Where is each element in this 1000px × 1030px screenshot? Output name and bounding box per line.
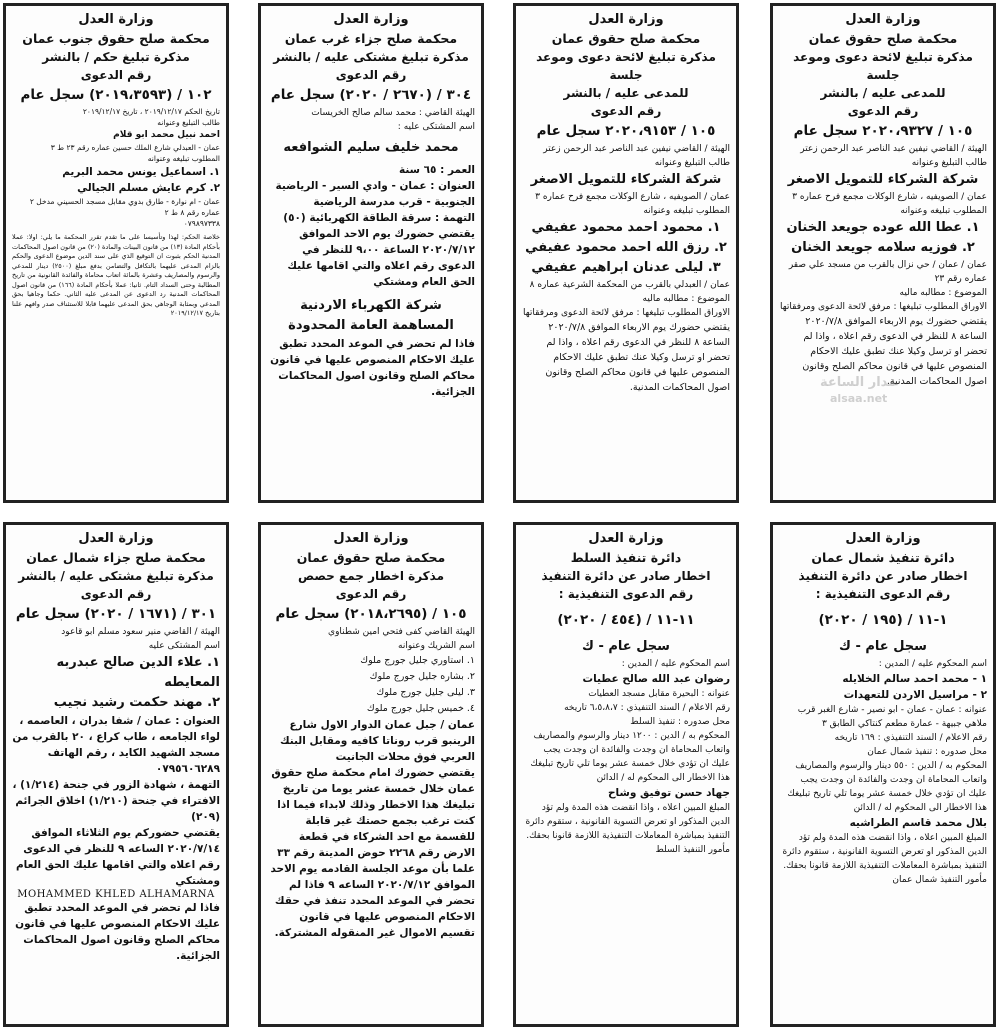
court-name: محكمة صلح حقوق جنوب عمان xyxy=(22,31,210,46)
debtor-name: ٢ - مراسيل الاردن للتعهدات xyxy=(843,689,987,701)
notice-share-collection xyxy=(258,522,484,1027)
notice-execution-1 xyxy=(770,522,996,1027)
judge-line: الهيئة / القاضي نيفين عبد الناصر عبد الرحمن زعتر xyxy=(800,144,987,154)
debtor-label: اسم المحكوم عليه / المدين : xyxy=(878,659,987,669)
defendant-name: ٢. رزق الله احمد محمود عفيفي xyxy=(525,240,727,255)
closing-text: فاذا لم تحضر في الموعد المحدد تطبق عليك الاحكام المنصوص عليها في قانون محاكم الصلح وقانون اصول المحاكمات الجزائية. xyxy=(15,902,220,962)
defendant-name: ٣. ليلى عدنان ابراهيم عفيفي xyxy=(531,260,721,275)
notice-title: اخطار صادر عن دائرة التنفيذ xyxy=(541,569,711,583)
court-name: محكمة صلح حقوق عمان xyxy=(551,31,701,46)
accused-name: ١. علاء الدين صالح عبدربه المعايطه xyxy=(56,655,220,690)
case-number: ١٠٥ / ٢٠٢٠،٩٣٢٧ سجل عام xyxy=(793,123,973,139)
debtor-address: عنوانه : البحيرة مقابل مسجد العطيات xyxy=(588,689,730,699)
accused-age: العمر : ٦٥ سنة xyxy=(398,164,475,176)
notice-title: مذكرة اخطار جمع حصص xyxy=(297,569,445,583)
notice-body: يقتضي حضوركم يوم الثلاثاء الموافق ٢٠٢٠/٧/١٤ الساعه ٩ للنظر في الدعوى رقم اعلاه والتي اقامها عليك الحق العام ومشتكي xyxy=(15,827,220,887)
court-name: محكمة صلح حقوق عمان xyxy=(808,31,958,46)
accused-label: اسم المشتكى عليه xyxy=(148,641,220,651)
accused-address: العنوان : عمان / شفا بدران ، العاصمه ، لواء الجامعه ، طاب كراع ، ٢٠ بالقرب من مسجد الشهيد الكايد ، رقم الهاتف ٠٧٩٥٦٠٦٢٨٩ xyxy=(12,715,220,775)
ministry-title: وزارة العدل xyxy=(588,531,664,546)
notice-body: المحكوم به / الدين : ١٢٠٠ دينار والرسوم والمصاريف واتعاب المحاماة ان وجدت والفائدة ان وجدت يجب عليك ان تؤدي خلال خمسة عشر يوما تلي تاريخ تبليغك هذا الاخطار الى المحكوم له / الدائن xyxy=(530,731,730,783)
judge-line: الهيئة / القاضي منير سعود مسلم ابو قاعود xyxy=(61,627,220,637)
plaintiff-name: شركة الشركاء للتمويل الاصغر xyxy=(530,172,722,187)
defendant-address: عمان - ام نوارة - طارق بدوي مقابل مسجد الحسيني مدخل ٢ عماره رقم ٨ ط ٢ xyxy=(29,197,220,217)
notice-court-summons-1 xyxy=(770,3,996,503)
notice-court-summons-2 xyxy=(513,3,739,503)
case-label: رقم الدعوى xyxy=(335,587,407,601)
plaintiff-address: عمان / الصويفيه ، شارع الوكلات مجمع فرح عماره ٣ xyxy=(792,192,987,202)
closing-text: فاذا لم تحضر في الموعد المحدد تطبق عليك الاحكام المنصوص عليها في قانون محاكم الصلح وقانون اصول المحاكمات الجزائية. xyxy=(270,338,475,398)
case-label: رقم الدعوى xyxy=(80,587,152,601)
complainant-company: شركة الكهرباء الاردنية xyxy=(300,298,442,313)
ministry-title: وزارة العدل xyxy=(845,12,921,27)
case-number: ١-١١ / (١٩٥ / ٢٠٢٠) xyxy=(818,612,948,628)
court-name: دائرة تنفيذ شمال عمان xyxy=(811,550,955,565)
footer-text: المبلغ المبين اعلاه ، واذا انقضت هذه المدة ولم تؤد الدين المذكور او تعرض التسوية القانونية ، ستقوم دائرة التنفيذ بمباشرة المعاملات التنفيذية اللازمة قانونا بحقك. xyxy=(782,833,987,871)
court-name: محكمة صلح حقوق عمان xyxy=(296,550,446,565)
requester-label: طالب التبليغ وعنوانه xyxy=(654,158,730,168)
debtor-label: اسم المحكوم عليه / المدين : xyxy=(621,659,730,669)
notice-judgment xyxy=(3,3,229,503)
accused-address: العنوان : عمان - وادي السير - الرياضية الجنوبية - قرب مدرسة الرياضية xyxy=(275,180,475,208)
notify-label: المطلوب تبليغه وعنوانه xyxy=(643,206,730,216)
creditor-name: جهاد حسن توفيق وشاح xyxy=(607,787,730,799)
watermark-url: alsaa.net xyxy=(830,392,888,405)
reference-line: رقم الاعلام / السند التنفيذي : ١٦٩ تاريخه xyxy=(834,733,987,743)
notice-body: يقتضي حضورك يوم الاربعاء الموافق ٢٠٢٠/٧/٨ الساعة ٨ للنظر في الدعوى رقم اعلاه ، واذا لم تحضر او ترسل وكيلا عنك تطبق عليك الاحكام المنصوص عليها في قانون محاكم الصلح وقانون اصول المحاكمات المدنية. xyxy=(802,316,987,387)
ministry-title: وزارة العدل xyxy=(333,531,409,546)
notice-execution-2 xyxy=(513,522,739,1027)
complainant-name: MOHAMMED KHLED ALHAMARNA xyxy=(17,889,215,900)
defendant-name: ١. محمود احمد محمود عفيفي xyxy=(531,220,721,235)
watermark-arabic: مدار الساعة xyxy=(820,375,897,390)
issuer-line: محل صدوره : تنفيذ السلط xyxy=(630,717,730,727)
notice-criminal-summons-2 xyxy=(3,522,229,1027)
partner-name: ٢. بشاره جليل جورج ملوك xyxy=(369,671,475,682)
papers-line: الاوراق المطلوب تبليغها : مرفق لائحة الدعوى ومرفقاتها xyxy=(523,308,730,318)
ministry-title: وزارة العدل xyxy=(78,531,154,546)
partner-address: عمان / جبل عمان الدوار الاول شارع الرينبو قرب روناتا كافيه ومقابل البنك العربي فوق محلات الجانيت xyxy=(279,719,475,763)
judge-line: الهيئة القاضي : محمد سالم صالح الخريسات xyxy=(311,108,475,118)
accused-label: اسم المشتكى عليه : xyxy=(397,122,475,132)
case-number: ١٠٥ / (٢٠١٨،٢٦٩٥) سجل عام xyxy=(275,606,467,622)
accused-name: محمد خليف سليم الشوافعه xyxy=(283,140,459,155)
defendant-name: ٢. فوزيه سلامه جويعد الخنان xyxy=(791,240,975,255)
case-label: رقم الدعوى xyxy=(590,104,662,118)
notice-body: يقتضي حضورك يوم الاحد الموافق ٢٠٢٠/٧/١٢ الساعة ٩،٠٠ للنظر في الدعوى رقم اعلاه والتي اقامها عليك الحق العام ومشتكي xyxy=(287,228,475,288)
accused-name: ٢. مهند حكمت رشيد نجيب xyxy=(53,695,220,710)
case-label: رقم الدعوى التنفيذية : xyxy=(558,587,694,601)
case-number: ١١-١١ / (٤٥٤ / ٢٠٢٠) xyxy=(557,612,695,628)
defendant-address: عمان / عمان / حي نزال بالقرب من مسجد علي صقر عماره رقم ٢٣ xyxy=(788,260,987,284)
register-type: سجل عام - ك xyxy=(839,639,927,654)
defendant-phone: ٠٧٩٨٩٧٣٣٨ xyxy=(183,219,220,228)
notice-title: اخطار صادر عن دائرة التنفيذ xyxy=(798,569,968,583)
debtor-address: عنوانه : عمان - عمان - ابو نصير - شارع الغبر قرب ملاهي جبيهة - عمارة مطعم كنتاكي الطابق ٣ xyxy=(797,705,987,729)
case-label: رقم الدعوى xyxy=(335,68,407,82)
judgment-summary: خلاصة الحكم: لهذا وتأسيسا على ما تقدم تقرر المحكمة ما يلي: اولا: عملا بأحكام المادة (١٣) من قانون البينات والمادة (٢٠) من قانون اصول المحاكمات المدنية الحكم بثبوت ان التوقيع الذي على سند الدين موضوع الدعوى والحكم بالزام المدعى عليهما بالتكافل والتضامن بدفع مبلغ (٢٥٠٠) دينار للمدعي والرسوم والمصاريف وعشرة بالمائة اتعاب محاماة والفائدة القانونية من تاريخ المطالبة وحتى السداد التام. ثانيا: عملا بأحكام المادة (١٦٦) من قانون اصول المحاكمات المدنية رد الدعوى عن المدعى عليه الثاني. حكما وجاهيا بحق المدعي وبمثابة الوجاهي بحق المدعى عليهما قابلا للاستئناف صدر وافهم علنا بتاريخ ٢٠١٩/١٢/١٧ xyxy=(12,233,220,317)
defendant-name: ١. عطا الله عوده جويعد الخنان xyxy=(786,220,980,235)
partner-name: ١. استاوري جليل جورج ملوك xyxy=(360,655,475,666)
register-type: سجل عام - ك xyxy=(582,639,670,654)
case-label: رقم الدعوى التنفيذية : xyxy=(815,587,951,601)
ministry-title: وزارة العدل xyxy=(78,12,154,27)
case-label: رقم الدعوى xyxy=(80,68,152,82)
ministry-title: وزارة العدل xyxy=(845,531,921,546)
partner-label: اسم الشريك وعنوانه xyxy=(398,641,475,651)
notice-body: المحكوم به / الدين : ٥٥٠ دينار والرسوم والمصاريف واتعاب المحاماة ان وجدت والفائدة ان وجدت يجب عليك ان تؤدي خلال خمسة عشر يوما تلي تاريخ تبليغك هذا الاخطار الى المحكوم له / الدائن xyxy=(787,761,987,813)
defendant-address: عمان / العبدلي بالقرب من المحكمة الشرعية عماره ٨ xyxy=(529,280,730,290)
notify-label: المطلوب تبليغه وعنوانه xyxy=(900,206,987,216)
notice-criminal-summons-1 xyxy=(258,3,484,503)
notice-body: يقتضي حضورك يوم الاربعاء الموافق ٢٠٢٠/٧/٨ الساعة ٨ للنظر في الدعوى رقم اعلاه ، واذا لم تحضر او ترسل وكيلا عنك تطبق عليك الاحكام المنصوص عليها في قانون محاكم الصلح وقانون اصول المحاكمات المدنية. xyxy=(545,322,730,393)
court-name: محكمة صلح جزاء غرب عمان xyxy=(284,31,458,46)
judge-line: الهيئة القاضي كفى فتحي امين شطناوي xyxy=(328,627,475,637)
notice-body: يقتضي حضورك امام محكمة صلح حقوق عمان خلال خمسة عشر يوما من تاريخ تبليغك هذا الاخطار وذلك لابداء فيما اذا كنت ترغب بجمع حصتك غير قابلة للقسمة مع احد الشركاء في قطعة الارض رقم ٢٢٦٨ حوض المدينة رقم ٣٣ علما بأن موعد الجلسة القادمه يوم الاحد الموافق ٢٠٢٠/٧/١٢ الساعه ٩ فاذا لم تحضر في الموعد المحدد تنفذ في حقك الاحكام المنصوص عليها في قانون تقسيم الاموال غير المنقوله المشتركة. xyxy=(270,767,475,939)
requester-label: طالب التبليغ وعنوانه xyxy=(157,118,220,127)
officer-signature: مأمور التنفيذ السلط xyxy=(655,845,730,855)
defendant-name: ١. اسماعيل يونس محمد البريم xyxy=(62,166,220,178)
notice-title: مذكرة تبليغ مشتكى عليه / بالنشر xyxy=(18,569,214,583)
judge-line: الهيئة / القاضي نيفين عبد الناصر عبد الرحمن زعتر xyxy=(543,144,730,154)
charge-line: التهمة ، شهادة الزور في جنحة (١/٢١٤) ، الافتراء في جنحة (١/٢١٠) اخلاق الجرائم (٢٠٩) xyxy=(12,779,220,823)
complainant-company-type: المساهمة العامة المحدودة xyxy=(288,318,454,333)
court-name: محكمة صلح جزاء شمال عمان xyxy=(26,550,206,565)
case-number: ١٠٥ / ٢٠٢٠،٩١٥٣ سجل عام xyxy=(536,123,716,139)
partner-name: ٤. خميس جليل جورج ملوك xyxy=(366,703,475,714)
case-number: ٣٠١ / (١٦٧١ / ٢٠٢٠) سجل عام xyxy=(15,606,217,622)
debtor-name: ١ - محمد احمد سالم الخلايله xyxy=(842,673,987,685)
case-number: ١٠٢ / (٢٠١٩،٣٥٩٣) سجل عام xyxy=(20,87,212,103)
defendant-name: ٢. كرم عايش مسلم الجيالي xyxy=(77,182,220,194)
subject-line: الموضوع : مطالبه ماليه xyxy=(899,288,987,298)
plaintiff-name: شركة الشركاء للتمويل الاصغر xyxy=(787,172,979,187)
case-number: ٣٠٤ / (٢٦٧٠ / ٢٠٢٠) سجل عام xyxy=(270,87,472,103)
judgment-date: تاريخ الحكم ٢٠١٩/١٢/١٧ ، تاريخ ٢٠١٩/١٢/١٧ xyxy=(82,107,220,116)
plaintiff-address: عمان - العبدلي شارع الملك حسين عماره رقم ٢٣ ط ٣ xyxy=(50,143,220,152)
court-name: دائرة تنفيذ السلط xyxy=(570,550,682,565)
ministry-title: وزارة العدل xyxy=(333,12,409,27)
papers-line: الاوراق المطلوب تبليغها : مرفق لائحة الدعوى ومرفقاتها xyxy=(780,302,987,312)
creditor-name: بلال محمد قاسم الطراشيه xyxy=(849,817,987,829)
issuer-line: محل صدوره : تنفيذ شمال عمان xyxy=(867,747,987,757)
notice-title: مذكرة تبليغ مشتكى عليه / بالنشر xyxy=(273,50,469,64)
case-label: رقم الدعوى xyxy=(847,104,919,118)
ministry-title: وزارة العدل xyxy=(588,12,664,27)
officer-signature: مأمور التنفيذ شمال عمان xyxy=(892,875,987,885)
notice-title: مذكرة تبليغ لائحة دعوى وموعد جلسة xyxy=(536,50,716,82)
notice-title: مذكرة تبليغ حكم / بالنشر xyxy=(42,50,190,64)
plaintiff-name: احمد نبيل محمد ابو قلام xyxy=(113,130,220,140)
charge-line: التهمة : سرقة الطاقة الكهربائية (٥٠) xyxy=(283,212,475,224)
notice-subtitle: للمدعى عليه / بالنشر xyxy=(820,86,946,100)
subject-line: الموضوع : مطالبه ماليه xyxy=(642,294,730,304)
notify-label: المطلوب تبليغه وعنوانه xyxy=(147,154,220,163)
partner-name: ٣. ليلى جليل جورج ملوك xyxy=(376,687,475,698)
plaintiff-address: عمان / الصويفيه ، شارع الوكلات مجمع فرح عماره ٣ xyxy=(535,192,730,202)
requester-label: طالب التبليغ وعنوانه xyxy=(911,158,987,168)
debtor-name: رضوان عبد الله صالح عطيات xyxy=(582,673,730,685)
notice-title: مذكرة تبليغ لائحة دعوى وموعد جلسة xyxy=(793,50,973,82)
footer-text: المبلغ المبين اعلاه ، واذا انقضت هذه المدة ولم تؤد الدين المذكور او تعرض التسوية القانونية ، ستقوم دائرة التنفيذ بمباشرة المعاملات التنفيذية اللازمة قانونا بحقك. xyxy=(525,803,730,841)
notice-subtitle: للمدعى عليه / بالنشر xyxy=(563,86,689,100)
reference-line: رقم الاعلام / السند التنفيذي : ٦،٥،٨،٧ تاريخه xyxy=(564,703,730,713)
